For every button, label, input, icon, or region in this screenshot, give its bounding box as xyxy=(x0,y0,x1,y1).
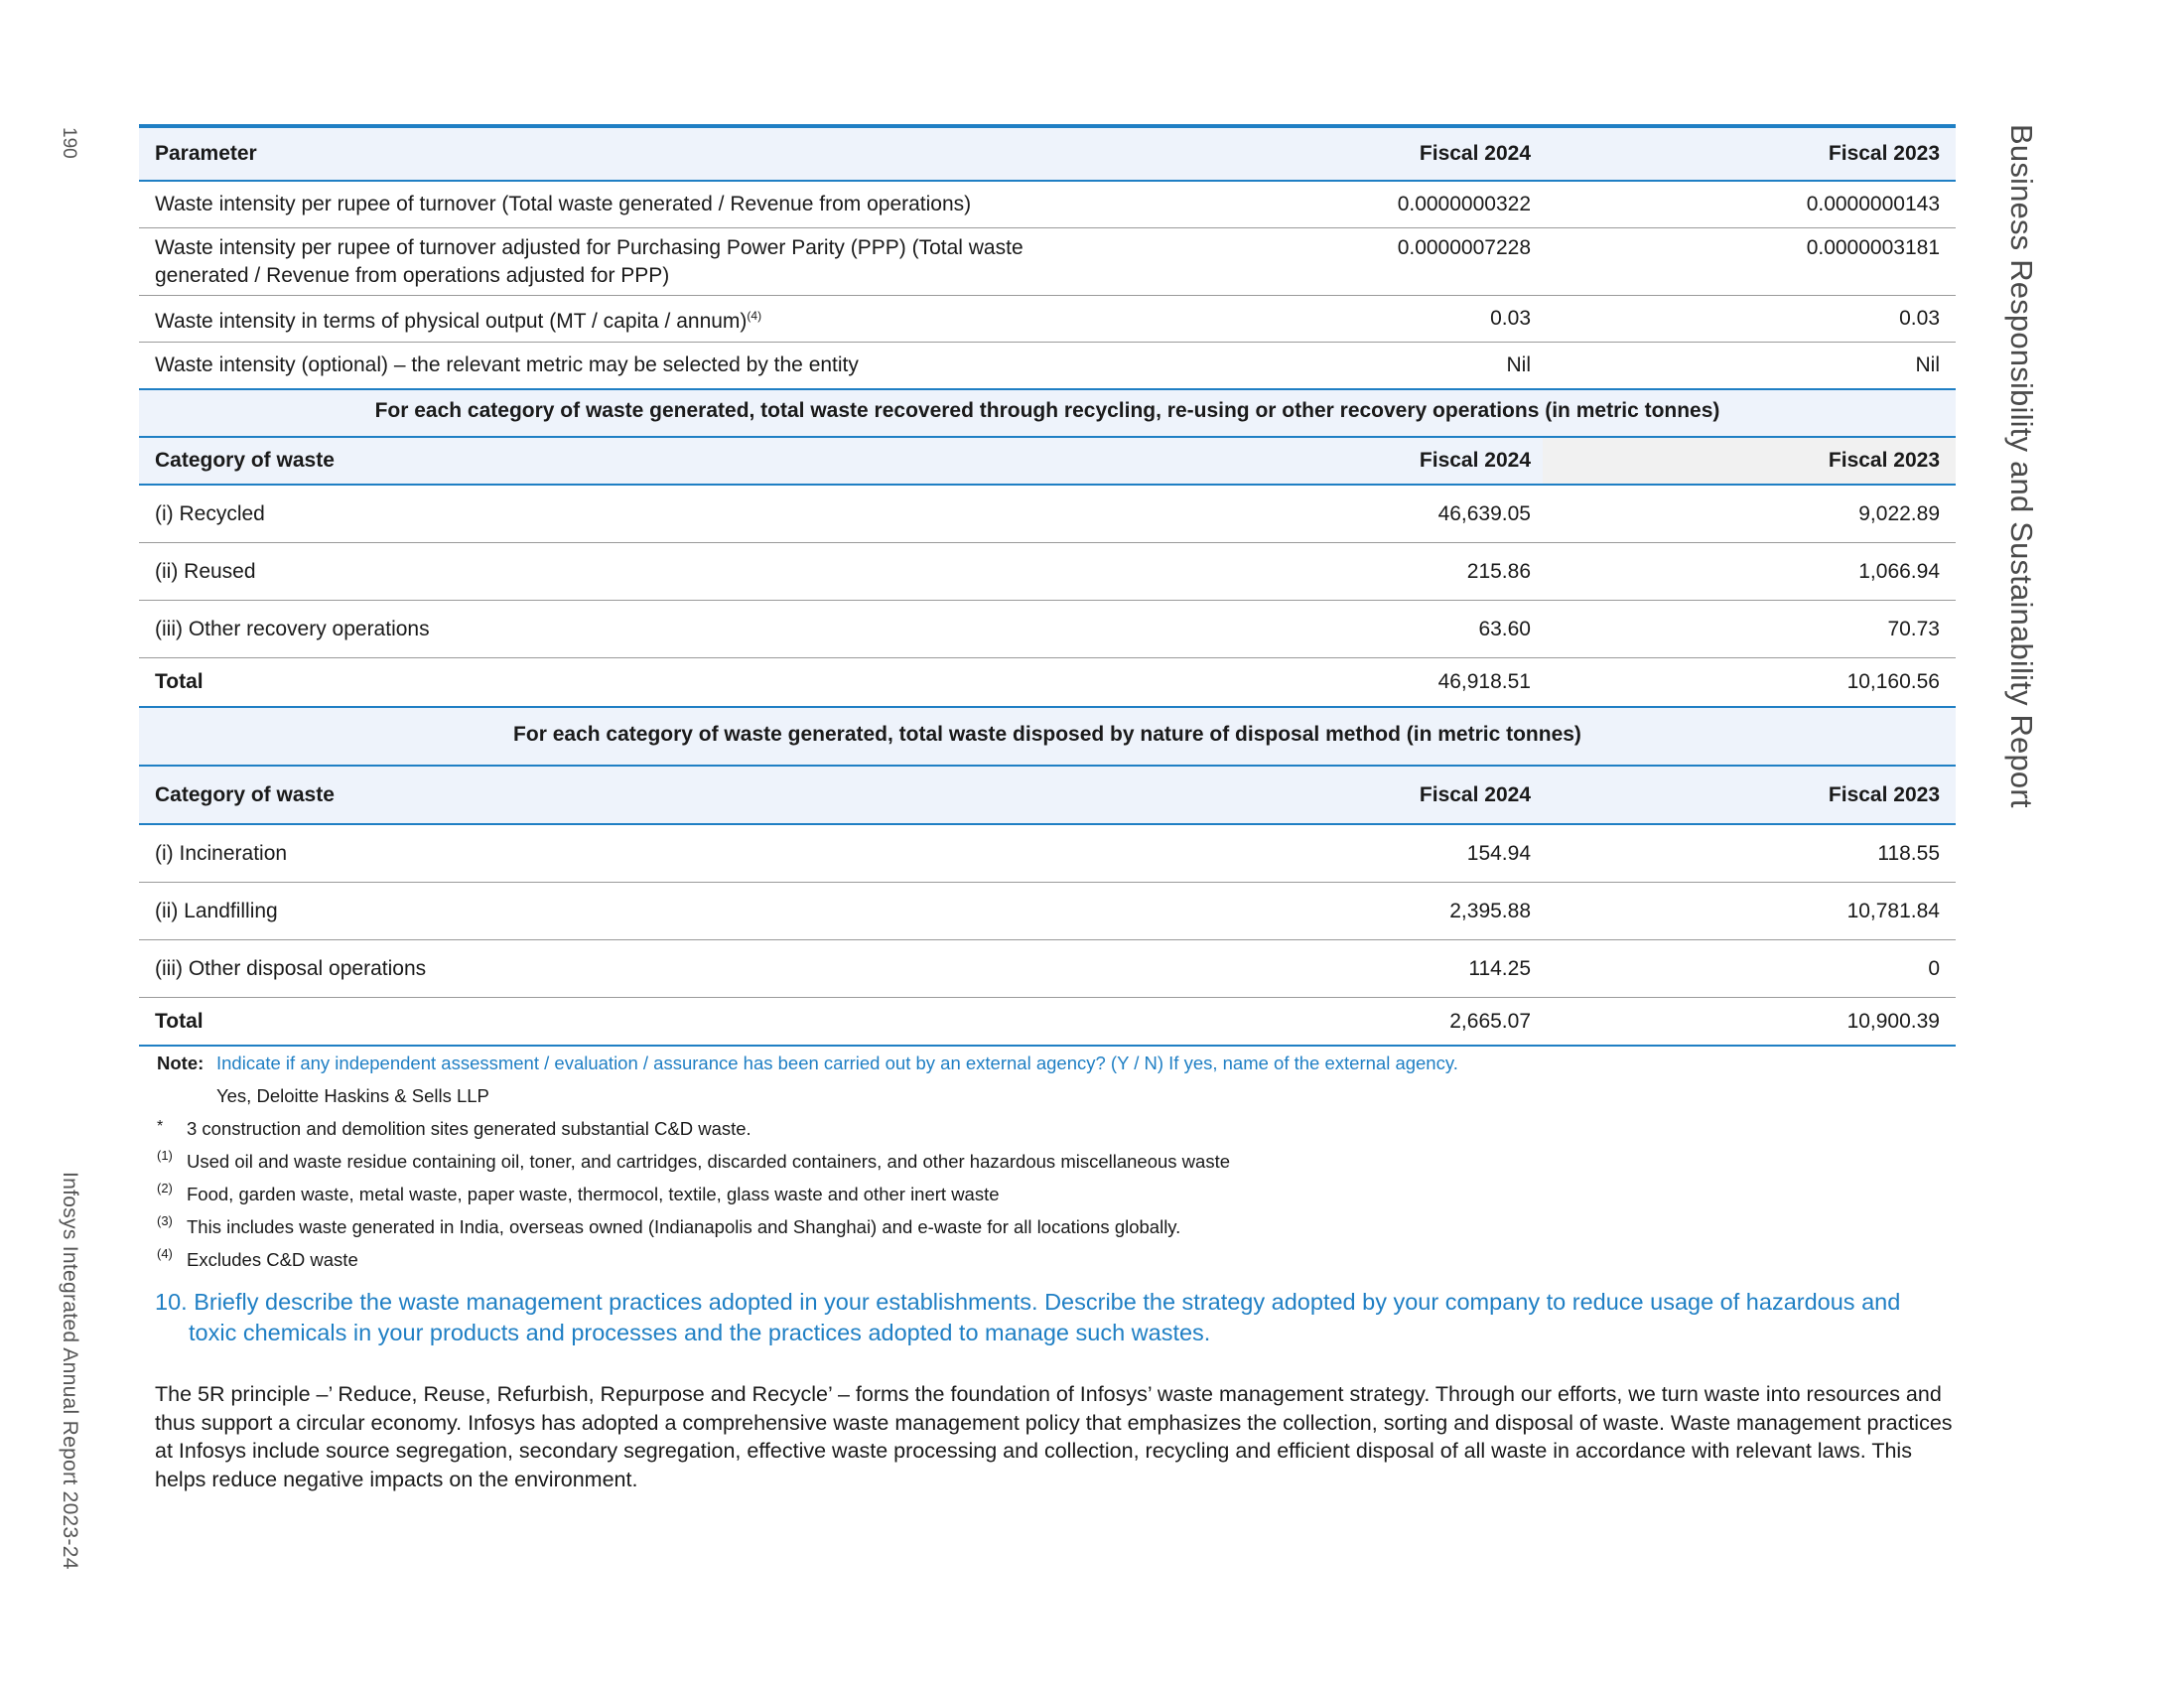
table-row xyxy=(139,296,1956,343)
value-fiscal-2023: 1,066.94 xyxy=(1858,559,1940,583)
column-header: Fiscal 2024 xyxy=(1419,782,1531,806)
table-header-row xyxy=(139,438,1956,486)
table-row xyxy=(139,182,1956,228)
value-fiscal-2023: 0.0000000143 xyxy=(1806,193,1940,215)
row-label: Waste intensity per rupee of turnover (Total waste generated / Revenue from operations) xyxy=(155,193,972,215)
value-fiscal-2023: 10,160.56 xyxy=(1846,670,1940,693)
column-header: Fiscal 2024 xyxy=(1419,142,1531,165)
notes-block xyxy=(157,1047,1924,1276)
section-title-header: Business Responsibility and Sustainability Report xyxy=(2004,124,2039,808)
value-fiscal-2024: 46,639.05 xyxy=(1437,501,1531,525)
table-row xyxy=(139,343,1956,388)
row-label: (iii) Other recovery operations xyxy=(155,617,430,640)
value-fiscal-2024: 2,665.07 xyxy=(1449,1009,1531,1033)
footnote-mark: (3) xyxy=(157,1212,173,1228)
section-title-recovered: For each category of waste generated, total waste recovered through recycling, re-using or other recovery operations (in metric tonnes) xyxy=(139,388,1956,438)
footnote xyxy=(157,1178,1924,1210)
row-label: (ii) Reused xyxy=(155,559,256,583)
value-fiscal-2024: 46,918.51 xyxy=(1437,670,1531,693)
page-number: 190 xyxy=(59,127,79,159)
table-row xyxy=(139,940,1956,998)
value-fiscal-2023: Nil xyxy=(1915,353,1940,376)
value-fiscal-2023: 10,900.39 xyxy=(1846,1009,1940,1033)
value-fiscal-2023: 0 xyxy=(1928,956,1940,980)
row-label: Total xyxy=(155,1009,204,1033)
value-fiscal-2024: 2,395.88 xyxy=(1449,899,1531,922)
row-label-line: Waste intensity per rupee of turnover adjusted for Purchasing Power Parity (PPP) (Total waste xyxy=(155,236,1024,259)
table-row xyxy=(139,228,1956,296)
note-answer: Yes, Deloitte Haskins & Sells LLP xyxy=(216,1085,489,1106)
table-row xyxy=(139,883,1956,940)
column-header: Fiscal 2024 xyxy=(1419,449,1531,472)
table-row xyxy=(139,543,1956,601)
value-fiscal-2023: 70.73 xyxy=(1887,617,1940,640)
value-fiscal-2023: 0.0000003181 xyxy=(1806,236,1940,259)
value-fiscal-2024: 63.60 xyxy=(1478,617,1531,640)
value-fiscal-2024: 215.86 xyxy=(1466,559,1531,583)
row-label xyxy=(139,302,1114,336)
value-fiscal-2023: 9,022.89 xyxy=(1858,501,1940,525)
column-header: Fiscal 2023 xyxy=(1543,438,1956,484)
answer-paragraph: The 5R principle –’ Reduce, Reuse, Refurbish, Repurpose and Recycle’ – forms the foundation of Infosys’ waste management strategy. Through our efforts, we turn waste into resources and thus support a circular economy. Infosys has adopted a comprehensive waste management policy that emphasizes the collection, sorting and disposal of waste. Waste management practices at Infosys include source segregation, secondary segregation, effective waste processing and collection, recycling and efficient disposal of all waste in accordance with relevant laws. This helps reduce negative impacts on the environment. xyxy=(155,1382,1953,1491)
question-line: toxic chemicals in your products and processes and the practices adopted to manage such wastes. xyxy=(189,1320,1211,1345)
footnote-ref: (4) xyxy=(747,309,762,323)
table-row xyxy=(139,825,1956,883)
column-header: Parameter xyxy=(155,142,257,165)
value-fiscal-2024: 0.0000007228 xyxy=(1397,236,1531,259)
column-header: Category of waste xyxy=(155,782,335,806)
footnote-text: Used oil and waste residue containing oil, toner, and cartridges, discarded containers, and other hazardous miscellaneous waste xyxy=(187,1150,1231,1172)
row-label-text: Waste intensity in terms of physical output (MT / capita / annum) xyxy=(155,310,748,333)
value-fiscal-2024: Nil xyxy=(1506,353,1531,376)
footnote-text: This includes waste generated in India, overseas owned (Indianapolis and Shanghai) and e-waste for all locations globally. xyxy=(187,1215,1181,1237)
table-header-row xyxy=(139,767,1956,825)
footnote xyxy=(157,1243,1924,1276)
value-fiscal-2023: 0.03 xyxy=(1899,307,1940,330)
footnote xyxy=(157,1210,1924,1243)
section-title-disposed: For each category of waste generated, total waste disposed by nature of disposal method (in metric tonnes) xyxy=(139,706,1956,767)
total-row xyxy=(139,998,1956,1047)
footnote xyxy=(157,1112,1924,1145)
footnote-mark: (1) xyxy=(157,1147,173,1163)
footnote-mark: (2) xyxy=(157,1180,173,1196)
question-line: 10. Briefly describe the waste management practices adopted in your establishments. Describe the strategy adopted by your company to reduce usage of hazardous and xyxy=(155,1289,1901,1315)
row-label: Total xyxy=(155,670,204,693)
table-row xyxy=(139,486,1956,543)
column-header: Fiscal 2023 xyxy=(1828,142,1940,165)
row-label xyxy=(139,234,1114,290)
footnote-text: 3 construction and demolition sites generated substantial C&D waste. xyxy=(187,1117,751,1139)
total-row xyxy=(139,658,1956,706)
value-fiscal-2024: 0.03 xyxy=(1490,307,1531,330)
row-label: (i) Incineration xyxy=(155,841,288,865)
footnote-mark: * xyxy=(157,1117,164,1135)
column-header: Category of waste xyxy=(155,449,335,472)
table-row xyxy=(139,601,1956,658)
value-fiscal-2024: 154.94 xyxy=(1466,841,1531,865)
value-fiscal-2024: 114.25 xyxy=(1468,956,1531,980)
footnote xyxy=(157,1145,1924,1178)
table-header-row xyxy=(139,124,1956,182)
row-label-line: generated / Revenue from operations adjusted for PPP) xyxy=(155,264,670,287)
report-title-footer: Infosys Integrated Annual Report 2023-24 xyxy=(59,1172,81,1570)
waste-table xyxy=(139,124,1956,1047)
row-label: Waste intensity (optional) – the relevant metric may be selected by the entity xyxy=(155,353,859,376)
value-fiscal-2023: 118.55 xyxy=(1877,841,1940,865)
footnote-mark: (4) xyxy=(157,1245,173,1261)
question-10 xyxy=(155,1287,1942,1348)
note-question: Indicate if any independent assessment / evaluation / assurance has been carried out by an external agency? (Y / N) If yes, name of the external agency. xyxy=(216,1052,1458,1073)
footnote-text: Excludes C&D waste xyxy=(187,1248,358,1270)
row-label: (iii) Other disposal operations xyxy=(155,956,427,980)
row-label: (ii) Landfilling xyxy=(155,899,278,922)
row-label: (i) Recycled xyxy=(155,501,265,525)
footnote-text: Food, garden waste, metal waste, paper waste, thermocol, textile, glass waste and other inert waste xyxy=(187,1183,1000,1204)
value-fiscal-2024: 0.0000000322 xyxy=(1397,193,1531,215)
value-fiscal-2023: 10,781.84 xyxy=(1846,899,1940,922)
note-label: Note: xyxy=(157,1052,205,1073)
column-header: Fiscal 2023 xyxy=(1828,782,1940,806)
note-question-line xyxy=(157,1047,1924,1079)
